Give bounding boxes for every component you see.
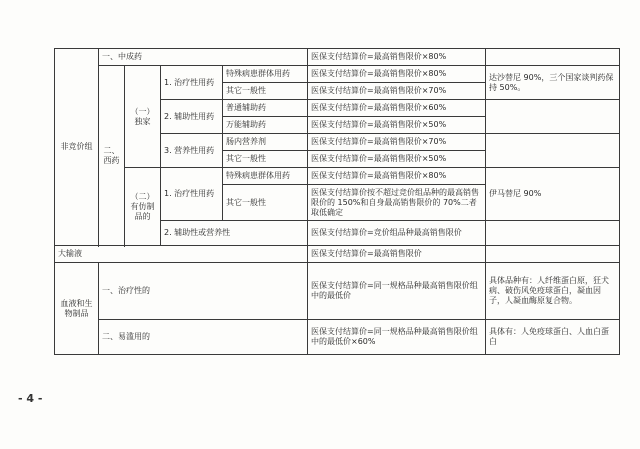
- blood-products-label: 血液和生物制品: [55, 263, 99, 355]
- tcm-label: 一、中成药: [99, 49, 308, 66]
- exclusive-other-rule: 医保支付结算价=最高销售限价×70%: [308, 83, 486, 100]
- blood-therapeutic-note: 具体品种有：人纤维蛋白原，狂犬病、破伤风免疫球蛋白，凝血因子，人凝血酶原复合物。: [486, 263, 620, 320]
- nutrition-other: 其它一般性: [223, 151, 308, 168]
- exclusive-therapeutic-note: 达沙替尼 90%，三个国家谈判药保持 50%。: [486, 66, 620, 100]
- imitated-other-rule: 医保支付结算价按不超过竞价组品种的最高销售限价的 150%和自身最高销售限价的 70%二者取低确定: [308, 185, 486, 221]
- exclusive-nutrition-note: [486, 134, 620, 168]
- imitated-label: （二）有仿制品的: [125, 168, 161, 246]
- exclusive-label: （一）独家: [125, 66, 161, 168]
- blood-abused-label: 二、易滥用的: [99, 320, 308, 355]
- parenteral-nutrition-rule: 医保支付结算价=最高销售限价×70%: [308, 134, 486, 151]
- exclusive-auxiliary-note: [486, 100, 620, 134]
- non-competitive-group-label: 非竞价组: [55, 49, 99, 246]
- western-medicine-label: 二、西药: [99, 66, 125, 246]
- exclusive-nutrition-label: 3. 营养性用药: [161, 134, 223, 168]
- imitated-auxiliary-rule: 医保支付结算价=竞价组品种最高销售限价: [308, 221, 486, 246]
- imitated-auxiliary-label: 2. 辅助性或营养性: [161, 221, 308, 246]
- large-infusion-rule: 医保支付结算价=最高销售限价: [308, 246, 486, 263]
- tcm-rule: 医保支付结算价=最高销售限价×80%: [308, 49, 486, 66]
- exclusive-other: 其它一般性: [223, 83, 308, 100]
- exclusive-special-population-rule: 医保支付结算价=最高销售限价×80%: [308, 66, 486, 83]
- imitated-special-population-rule: 医保支付结算价=最高销售限价×80%: [308, 168, 486, 185]
- exclusive-special-population: 特殊病患群体用药: [223, 66, 308, 83]
- large-infusion-label: 大输液: [55, 246, 308, 263]
- page-number: - 4 -: [18, 392, 43, 405]
- ordinary-auxiliary-rule: 医保支付结算价=最高销售限价×60%: [308, 100, 486, 117]
- ordinary-auxiliary: 普通辅助药: [223, 100, 308, 117]
- nutrition-other-rule: 医保支付结算价=最高销售限价×50%: [308, 151, 486, 168]
- imitated-therapeutic-label: 1. 治疗性用药: [161, 168, 223, 221]
- blood-abused-note: 具体有：人免疫球蛋白、人血白蛋白: [486, 320, 620, 355]
- large-infusion-note: [486, 246, 620, 263]
- blood-therapeutic-label: 一、治疗性的: [99, 263, 308, 320]
- universal-auxiliary: 万能辅助药: [223, 117, 308, 134]
- imitated-special-population: 特殊病患群体用药: [223, 168, 308, 185]
- universal-auxiliary-rule: 医保支付结算价=最高销售限价×50%: [308, 117, 486, 134]
- parenteral-nutrition: 肠内营养剂: [223, 134, 308, 151]
- blood-abused-rule: 医保支付结算价=同一规格品种最高销售限价组中的最低价×60%: [308, 320, 486, 355]
- exclusive-auxiliary-label: 2. 辅助性用药: [161, 100, 223, 134]
- policy-table: [54, 48, 620, 355]
- blood-therapeutic-rule: 医保支付结算价=同一规格品种最高销售限价组中的最低价: [308, 263, 486, 320]
- tcm-note: [486, 49, 620, 66]
- imitated-auxiliary-note: [486, 221, 620, 246]
- imitated-other: 其它一般性: [223, 185, 308, 221]
- imitated-therapeutic-note: 伊马替尼 90%: [486, 168, 620, 221]
- exclusive-therapeutic-label: 1. 治疗性用药: [161, 66, 223, 100]
